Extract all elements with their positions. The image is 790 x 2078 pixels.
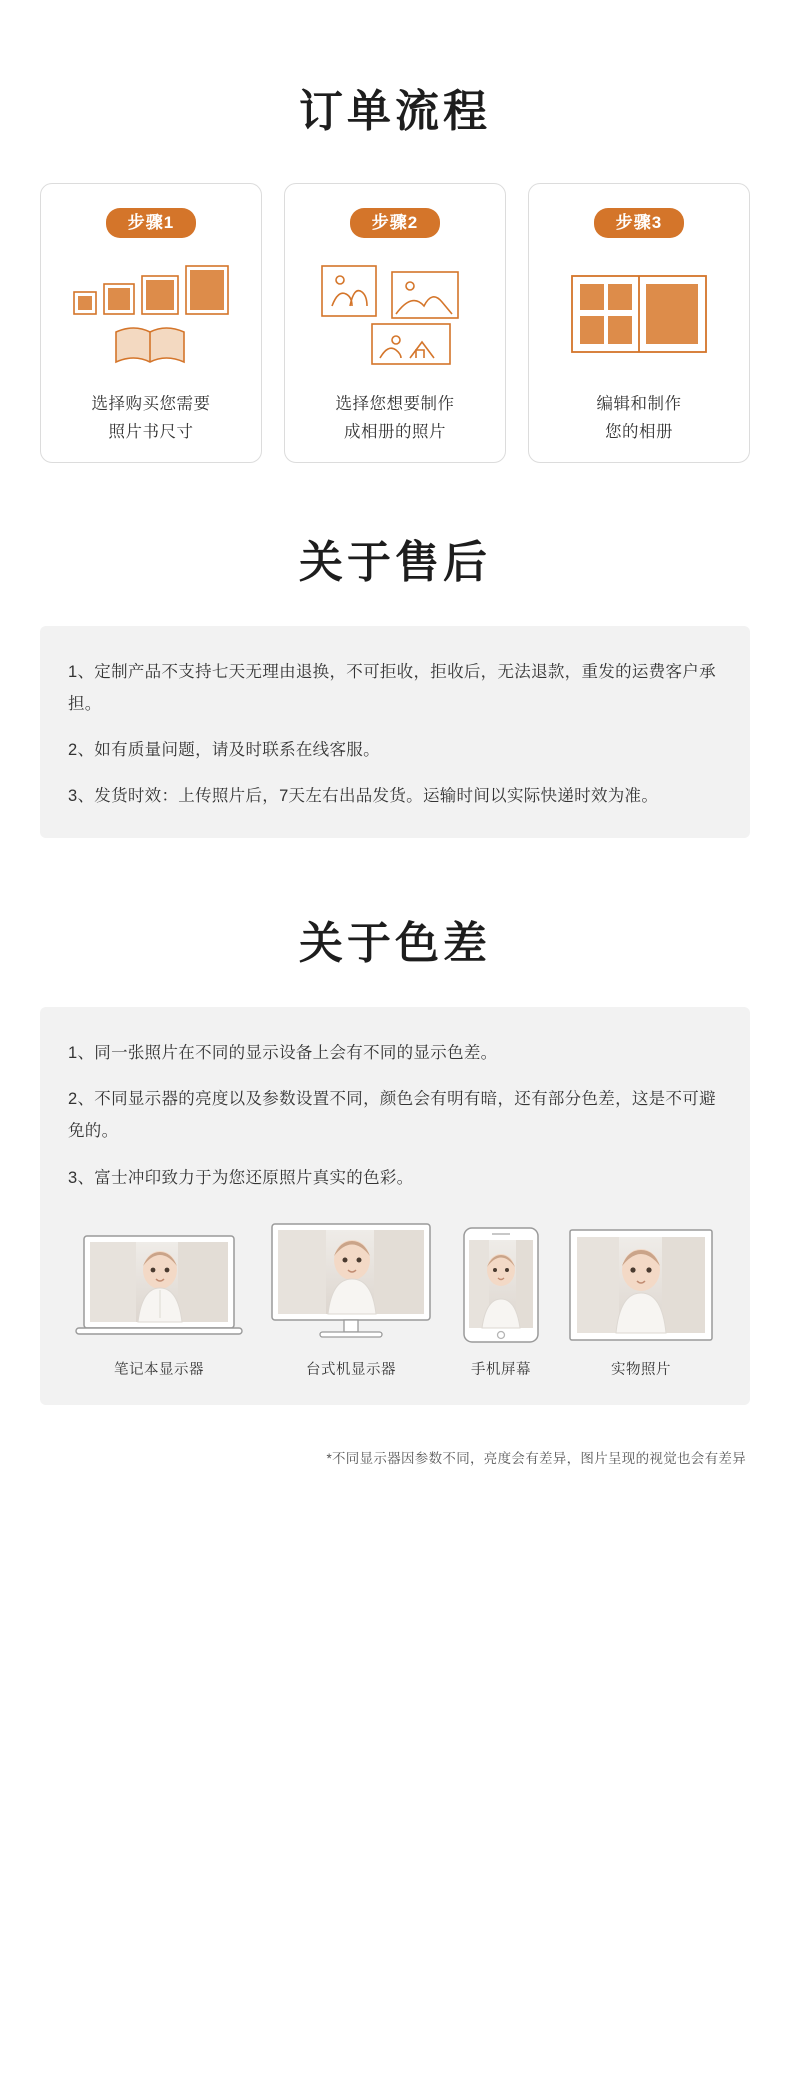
device-desktop-monitor	[266, 1222, 436, 1379]
device-printed-photo	[566, 1226, 716, 1379]
step-badge-2: 步骤2	[350, 208, 440, 238]
step-card-3	[528, 183, 750, 463]
device-caption-print: 实物照片	[611, 1361, 671, 1378]
laptop-icon	[74, 1232, 244, 1344]
steps-row	[40, 183, 750, 463]
step-text-2: 选择您想要制作 成相册的照片	[335, 395, 455, 442]
device-caption-laptop: 笔记本显示器	[114, 1361, 204, 1378]
printed-photo-icon	[566, 1226, 716, 1344]
step-text-1: 选择购买您需要 照片书尺寸	[91, 395, 211, 442]
after-sale-item-1: 1、定制产品不支持七天无理由退换，不可拒收，拒收后，无法退款，重发的运费客户承担。	[68, 662, 716, 713]
page-title-color-difference: 关于色差	[299, 919, 491, 969]
page-title-after-sale: 关于售后	[299, 537, 491, 587]
device-smartphone	[458, 1226, 544, 1379]
desktop-monitor-icon	[266, 1222, 436, 1344]
color-diff-item-2: 2、不同显示器的亮度以及参数设置不同，颜色会有明有暗，还有部分色差，这是不可避免的。	[68, 1090, 716, 1141]
page-title-order-process: 订单流程	[299, 87, 491, 136]
step-text-3: 编辑和制作 您的相册	[596, 395, 682, 442]
device-laptop	[74, 1232, 244, 1379]
step-badge-1: 步骤1	[106, 208, 196, 238]
photo-sizes-icon	[66, 256, 236, 372]
device-caption-phone: 手机屏幕	[471, 1361, 531, 1378]
device-comparison-row	[68, 1222, 722, 1379]
step-card-2	[284, 183, 506, 463]
step-card-1	[40, 183, 262, 463]
color-diff-item-3: 3、富士冲印致力于为您还原照片真实的色彩。	[68, 1168, 414, 1187]
smartphone-icon	[458, 1226, 544, 1344]
color-diff-item-1: 1、同一张照片在不同的显示设备上会有不同的显示色差。	[68, 1044, 498, 1063]
after-sale-item-2: 2、如有质量问题，请及时联系在线客服。	[68, 740, 380, 759]
after-sale-panel	[40, 626, 750, 839]
device-caption-desktop: 台式机显示器	[306, 1361, 396, 1378]
color-difference-panel	[40, 1007, 750, 1405]
step-badge-3: 步骤3	[594, 208, 684, 238]
after-sale-item-3: 3、发货时效：上传照片后，7天左右出品发货。运输时间以实际快递时效为准。	[68, 787, 659, 806]
select-photos-icon	[310, 256, 480, 372]
album-layout-icon	[554, 256, 724, 372]
page-root	[0, 86, 790, 1527]
color-difference-footnote: *不同显示器因参数不同，亮度会有差异，图片呈现的视觉也会有差异	[326, 1450, 746, 1466]
